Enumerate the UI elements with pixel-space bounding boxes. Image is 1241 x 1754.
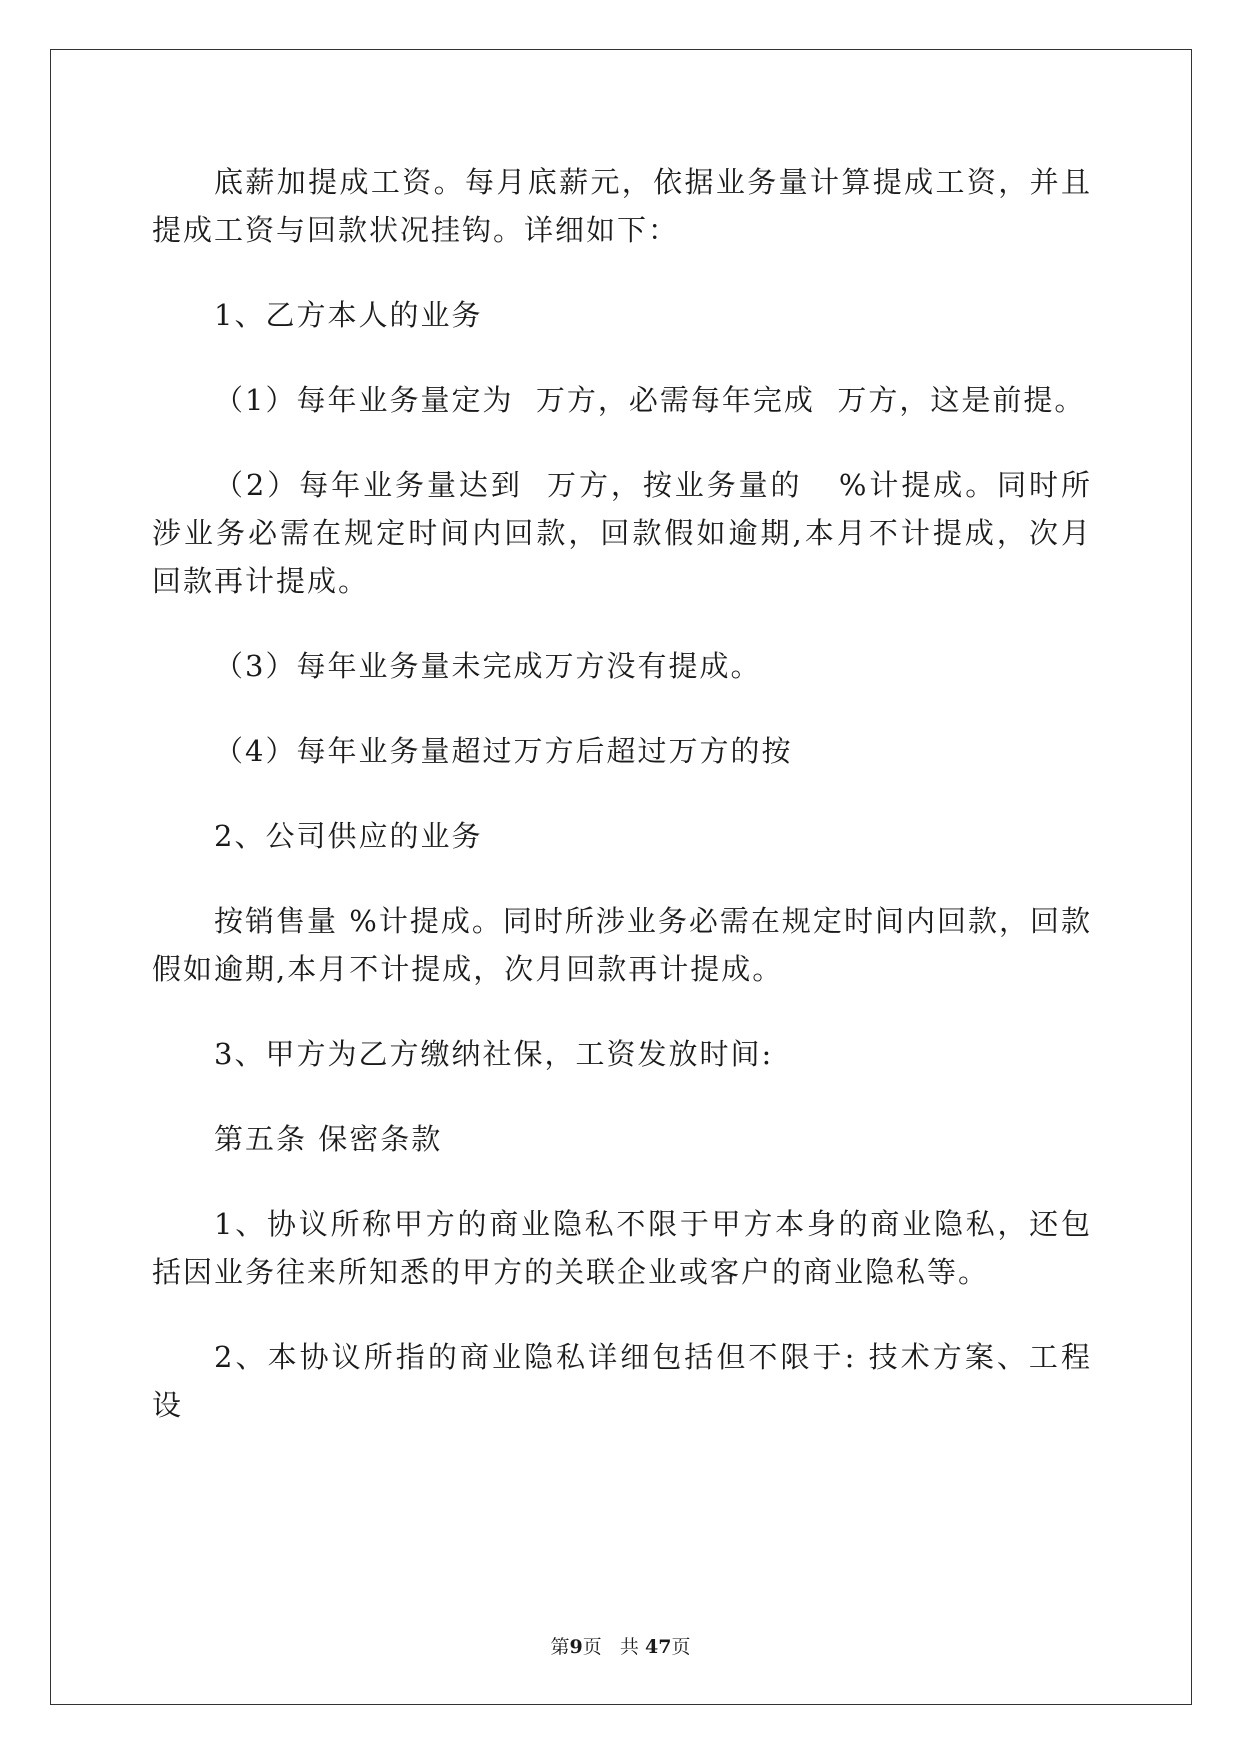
document-body — [152, 158, 1092, 1466]
paragraph: 底薪加提成工资。每月底薪元，依据业务量计算提成工资，并且提成工资与回款状况挂钩。详细如下： — [152, 165, 1092, 247]
paragraph: 1、乙方本人的业务 — [214, 298, 483, 332]
current-page-number: 9 — [569, 1636, 583, 1658]
paragraph: 2、公司供应的业务 — [214, 819, 483, 853]
paragraph: 3、甲方为乙方缴纳社保，工资发放时间: — [214, 1037, 774, 1071]
paragraph: （1）每年业务量定为 万方，必需每年完成 万方，这是前提。 — [214, 383, 1086, 417]
paragraph: 1、协议所称甲方的商业隐私不限于甲方本身的商业隐私，还包括因业务往来所知悉的甲方的关联企业或客户的商业隐私等。 — [152, 1207, 1092, 1289]
paragraph: 2、本协议所指的商业隐私详细包括但不限于: 技术方案、工程设 — [152, 1340, 1092, 1422]
paragraph: （2）每年业务量达到 万方，按业务量的 %计提成。同时所涉业务必需在规定时间内回款，回款假如逾期,本月不计提成，次月回款再计提成。 — [152, 468, 1092, 598]
footer-page-suffix: 页 — [582, 1636, 602, 1658]
paragraph: （3）每年业务量未完成万方没有提成。 — [214, 649, 762, 683]
total-page-count: 47 — [644, 1636, 672, 1658]
page-number-footer — [0, 1632, 1241, 1659]
paragraph: （4）每年业务量超过万方后超过万方的按 — [214, 734, 793, 768]
footer-total-suffix: 页 — [671, 1636, 691, 1658]
section-heading: 第五条 保密条款 — [214, 1122, 443, 1156]
footer-prefix: 第 — [550, 1636, 570, 1658]
paragraph: 按销售量 %计提成。同时所涉业务必需在规定时间内回款，回款假如逾期,本月不计提成，次月回款再计提成。 — [152, 904, 1092, 986]
footer-total-prefix: 共 — [619, 1636, 639, 1658]
